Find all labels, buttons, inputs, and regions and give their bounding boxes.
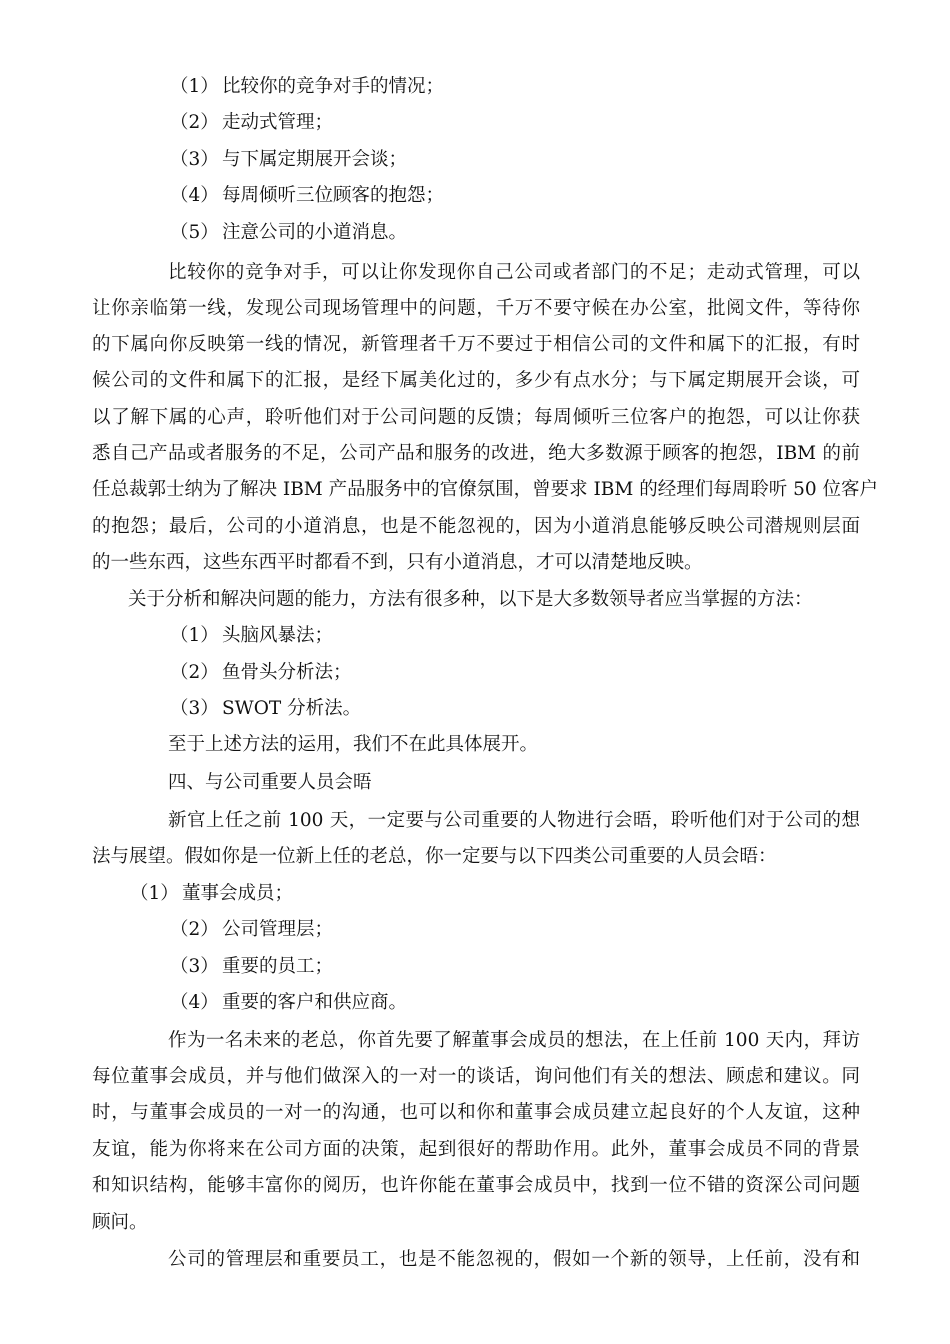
paragraph-line: 每位董事会成员，并与他们做深入的一对一的谈话，询问他们有关的想法、顾虑和建议。同 [92,1066,860,1087]
paragraph-line: 顾问。 [92,1212,148,1233]
list-item [170,661,352,685]
list-number: （2） [170,919,219,940]
list-number: （4） [170,185,219,206]
list-item [170,918,333,942]
list-text: 走动式管理； [222,112,334,133]
list-item [170,184,444,208]
list-text: 重要的客户和供应商。 [222,992,408,1013]
paragraph-line: 任总裁郭士纳为了解决 IBM 产品服务中的官僚氛围，曾要求 IBM 的经理们每周聆听 50 位客户 [92,479,879,500]
paragraph-line: 公司的管理层和重要员工，也是不能忽视的，假如一个新的领导，上任前，没有和 [168,1249,860,1270]
paragraph-line: 关于分析和解决问题的能力，方法有很多种，以下是大多数领导者应当掌握的方法： [128,589,813,610]
list-item [170,624,333,648]
list-text: SWOT 分析法。 [222,698,362,719]
paragraph-line: 至于上述方法的运用，我们不在此具体展开。 [168,734,539,755]
list-number: （1） [170,625,219,646]
list-text: 注意公司的小道消息。 [222,222,408,243]
paragraph-line: 候公司的文件和属下的汇报，是经下属美化过的，多少有点水分；与下属定期展开会谈，可 [92,370,860,391]
list-text: 每周倾听三位顾客的抱怨； [222,185,445,206]
list-text: 重要的员工； [222,956,334,977]
list-item [170,697,361,721]
list-text: 比较你的竞争对手的情况； [222,76,445,97]
paragraph-line: 友谊，能为你将来在公司方面的决策，起到很好的帮助作用。此外，董事会成员不同的背景 [92,1139,860,1160]
list-number: （1） [130,883,179,904]
list-number: （4） [170,992,219,1013]
list-number: （3） [170,698,219,719]
list-number: （3） [170,956,219,977]
paragraph-line: 比较你的竞争对手，可以让你发现你自己公司或者部门的不足；走动式管理，可以 [168,262,860,283]
list-number: （1） [170,76,219,97]
paragraph-line: 的一些东西，这些东西平时都看不到，只有小道消息，才可以清楚地反映。 [92,552,703,573]
list-text: 公司管理层； [222,919,334,940]
list-text: 鱼骨头分析法； [222,662,352,683]
list-item [170,148,407,172]
list-item [170,991,407,1015]
paragraph-line: 法与展望。假如你是一位新上任的老总，你一定要与以下四类公司重要的人员会晤： [92,846,777,867]
paragraph-line: 以了解下属的心声，聆听他们对于公司问题的反馈；每周倾听三位客户的抱怨，可以让你获 [92,407,860,428]
paragraph-line: 让你亲临第一线，发现公司现场管理中的问题，千万不要守候在办公室，批阅文件，等待你 [92,298,860,319]
list-number: （2） [170,662,219,683]
paragraph-line: 和知识结构，能够丰富你的阅历，也许你能在董事会成员中，找到一位不错的资深公司问题 [92,1175,860,1196]
list-text: 与下属定期展开会谈； [222,149,408,170]
paragraph-line: 的下属向你反映第一线的情况，新管理者千万不要过于相信公司的文件和属下的汇报，有时 [92,334,860,355]
paragraph-line: 新官上任之前 100 天，一定要与公司重要的人物进行会晤，聆听他们对于公司的想 [168,810,860,831]
list-item [170,221,407,245]
list-text: 董事会成员； [182,883,294,904]
list-text: 头脑风暴法； [222,625,334,646]
paragraph-line: 的抱怨；最后，公司的小道消息，也是不能忽视的，因为小道消息能够反映公司潜规则层面 [92,516,860,537]
list-item [170,75,444,99]
list-number: （2） [170,112,219,133]
paragraph-line: 作为一名未来的老总，你首先要了解董事会成员的想法，在上任前 100 天内，拜访 [168,1030,860,1051]
list-item [130,882,293,906]
list-number: （5） [170,222,219,243]
paragraph-line: 时，与董事会成员的一对一的沟通，也可以和你和董事会成员建立起良好的个人友谊，这种 [92,1102,860,1123]
list-number: （3） [170,149,219,170]
paragraph-line: 悉自己产品或者服务的不足，公司产品和服务的改进，绝大多数源于顾客的抱怨，IBM 的前 [92,443,860,464]
list-item [170,955,333,979]
section-heading: 四、与公司重要人员会晤 [168,772,372,793]
list-item [170,111,333,135]
